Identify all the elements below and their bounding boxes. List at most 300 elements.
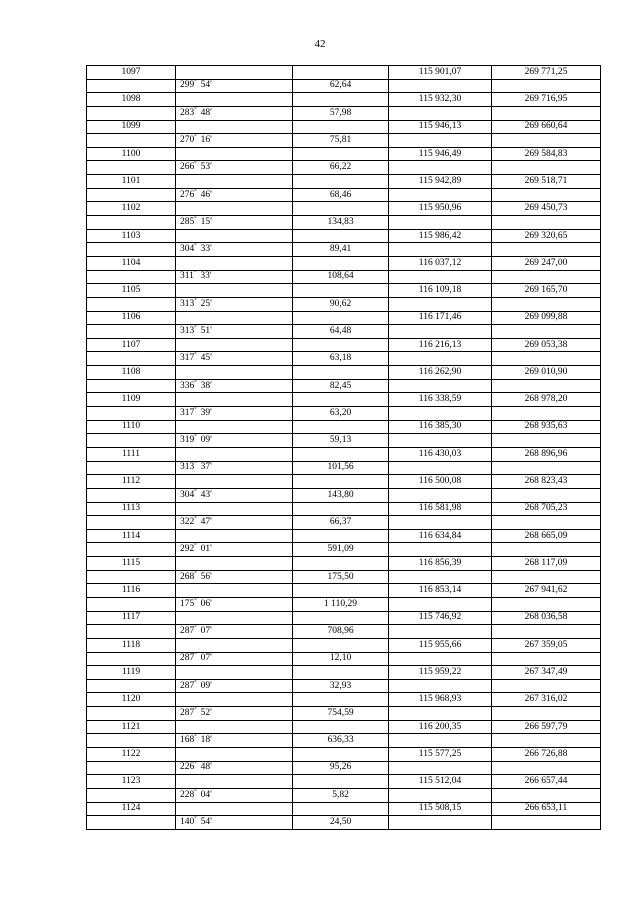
point-id: 1112 [87, 475, 176, 489]
empty-cell [492, 488, 601, 502]
coordinate-y: 267 941,62 [492, 584, 601, 598]
segment-length: 32,93 [293, 679, 389, 693]
angle-degrees: 322 [180, 516, 195, 527]
degree-symbol: ° [194, 734, 197, 741]
empty-cell [176, 584, 293, 598]
angle-degrees: 319 [180, 435, 195, 446]
empty-cell [87, 652, 176, 666]
angle-degrees: 228 [180, 789, 195, 800]
degree-symbol: ° [194, 788, 197, 795]
empty-cell [492, 516, 601, 530]
angle-minutes: 37' [200, 462, 212, 473]
coordinate-y: 269 518,71 [492, 175, 601, 189]
segment-length: 591,09 [293, 543, 389, 557]
angle-minutes: 33' [200, 244, 212, 255]
degree-symbol: ° [194, 815, 197, 822]
segment-row [87, 816, 601, 830]
direction-angle [176, 407, 293, 421]
segment-length: 12,10 [293, 652, 389, 666]
empty-cell [389, 352, 492, 366]
empty-cell [492, 106, 601, 120]
empty-cell [389, 488, 492, 502]
segment-row [87, 216, 601, 230]
empty-cell [87, 297, 176, 311]
degree-symbol: ° [194, 461, 197, 468]
angle-minutes: 56' [200, 571, 212, 582]
angle-degrees: 226 [180, 762, 195, 773]
empty-cell [492, 734, 601, 748]
empty-cell [492, 297, 601, 311]
segment-length: 62,64 [293, 79, 389, 93]
direction-angle [176, 188, 293, 202]
degree-symbol: ° [194, 624, 197, 631]
empty-cell [389, 707, 492, 721]
empty-cell [293, 338, 389, 352]
coordinate-x: 115 955,66 [389, 638, 492, 652]
degree-symbol: ° [194, 488, 197, 495]
empty-cell [176, 748, 293, 762]
empty-cell [492, 570, 601, 584]
degree-symbol: ° [194, 570, 197, 577]
degree-symbol: ° [194, 297, 197, 304]
coordinate-x: 115 901,07 [389, 66, 492, 80]
coordinate-x: 116 385,30 [389, 420, 492, 434]
degree-symbol: ° [194, 597, 197, 604]
angle-degrees: 140 [180, 817, 195, 828]
degree-symbol: ° [194, 215, 197, 222]
empty-cell [87, 761, 176, 775]
empty-cell [176, 529, 293, 543]
angle-minutes: 39' [200, 407, 212, 418]
point-row [87, 393, 601, 407]
point-id: 1118 [87, 638, 176, 652]
empty-cell [389, 625, 492, 639]
empty-cell [176, 775, 293, 789]
empty-cell [389, 216, 492, 230]
segment-length: 59,13 [293, 434, 389, 448]
empty-cell [492, 707, 601, 721]
empty-cell [87, 434, 176, 448]
angle-minutes: 15' [200, 216, 212, 227]
segment-row [87, 625, 601, 639]
segment-length: 63,18 [293, 352, 389, 366]
empty-cell [176, 175, 293, 189]
point-row [87, 366, 601, 380]
point-id: 1105 [87, 284, 176, 298]
segment-row [87, 734, 601, 748]
angle-degrees: 268 [180, 571, 195, 582]
angle-degrees: 168 [180, 735, 195, 746]
empty-cell [293, 120, 389, 134]
degree-symbol: ° [194, 543, 197, 550]
segment-row [87, 407, 601, 421]
segment-length: 754,59 [293, 707, 389, 721]
degree-symbol: ° [194, 706, 197, 713]
angle-minutes: 07' [200, 626, 212, 637]
segment-length: 64,48 [293, 325, 389, 339]
segment-length: 82,45 [293, 379, 389, 393]
empty-cell [176, 338, 293, 352]
empty-cell [389, 379, 492, 393]
empty-cell [87, 679, 176, 693]
angle-degrees: 313 [180, 462, 195, 473]
angle-minutes: 09' [200, 435, 212, 446]
angle-minutes: 48' [200, 762, 212, 773]
coordinate-y: 268 823,43 [492, 475, 601, 489]
segment-length: 175,50 [293, 570, 389, 584]
coordinate-y: 268 705,23 [492, 502, 601, 516]
empty-cell [176, 393, 293, 407]
direction-angle [176, 216, 293, 230]
empty-cell [176, 229, 293, 243]
empty-cell [176, 202, 293, 216]
coordinate-x: 115 950,96 [389, 202, 492, 216]
point-id: 1115 [87, 557, 176, 571]
direction-angle [176, 652, 293, 666]
point-row [87, 666, 601, 680]
coordinate-y: 268 978,20 [492, 393, 601, 407]
segment-row [87, 297, 601, 311]
empty-cell [293, 802, 389, 816]
empty-cell [492, 543, 601, 557]
segment-row [87, 134, 601, 148]
point-id: 1100 [87, 147, 176, 161]
segment-length: 95,26 [293, 761, 389, 775]
point-row [87, 529, 601, 543]
angle-minutes: 16' [200, 135, 212, 146]
point-row [87, 802, 601, 816]
coordinate-x: 116 262,90 [389, 366, 492, 380]
empty-cell [176, 502, 293, 516]
coordinate-y: 268 935,63 [492, 420, 601, 434]
coordinate-y: 268 896,96 [492, 447, 601, 461]
segment-row [87, 461, 601, 475]
empty-cell [492, 597, 601, 611]
angle-degrees: 285 [180, 216, 195, 227]
empty-cell [293, 366, 389, 380]
segment-length: 63,20 [293, 407, 389, 421]
point-row [87, 693, 601, 707]
empty-cell [87, 707, 176, 721]
empty-cell [87, 543, 176, 557]
direction-angle [176, 679, 293, 693]
angle-minutes: 33' [200, 271, 212, 282]
point-id: 1108 [87, 366, 176, 380]
segment-length: 57,98 [293, 106, 389, 120]
empty-cell [293, 748, 389, 762]
empty-cell [176, 284, 293, 298]
segment-row [87, 106, 601, 120]
segment-row [87, 597, 601, 611]
angle-degrees: 304 [180, 489, 195, 500]
empty-cell [492, 188, 601, 202]
degree-symbol: ° [194, 652, 197, 659]
empty-cell [176, 147, 293, 161]
segment-row [87, 188, 601, 202]
direction-angle [176, 161, 293, 175]
coordinates-table-body [87, 66, 601, 830]
segment-row [87, 761, 601, 775]
point-row [87, 420, 601, 434]
empty-cell [389, 188, 492, 202]
point-row [87, 447, 601, 461]
empty-cell [492, 461, 601, 475]
point-row [87, 611, 601, 625]
empty-cell [389, 461, 492, 475]
point-id: 1113 [87, 502, 176, 516]
point-row [87, 584, 601, 598]
empty-cell [293, 584, 389, 598]
coordinate-x: 116 037,12 [389, 256, 492, 270]
empty-cell [176, 256, 293, 270]
segment-row [87, 679, 601, 693]
point-row [87, 502, 601, 516]
coordinate-x: 115 577,25 [389, 748, 492, 762]
segment-length: 1 110,29 [293, 597, 389, 611]
coordinate-y: 269 053,38 [492, 338, 601, 352]
empty-cell [492, 679, 601, 693]
empty-cell [87, 625, 176, 639]
empty-cell [87, 597, 176, 611]
segment-row [87, 488, 601, 502]
segment-row [87, 325, 601, 339]
empty-cell [389, 816, 492, 830]
direction-angle [176, 270, 293, 284]
coordinate-y: 269 584,83 [492, 147, 601, 161]
degree-symbol: ° [194, 433, 197, 440]
angle-minutes: 09' [200, 680, 212, 691]
point-id: 1104 [87, 256, 176, 270]
degree-symbol: ° [194, 379, 197, 386]
direction-angle [176, 79, 293, 93]
coordinate-x: 116 856,39 [389, 557, 492, 571]
empty-cell [176, 638, 293, 652]
empty-cell [176, 366, 293, 380]
coordinate-x: 116 109,18 [389, 284, 492, 298]
empty-cell [389, 134, 492, 148]
segment-row [87, 516, 601, 530]
coordinate-x: 115 946,49 [389, 147, 492, 161]
empty-cell [492, 761, 601, 775]
direction-angle [176, 625, 293, 639]
coordinate-y: 266 726,88 [492, 748, 601, 762]
angle-degrees: 304 [180, 244, 195, 255]
coordinate-y: 269 660,64 [492, 120, 601, 134]
empty-cell [492, 379, 601, 393]
empty-cell [293, 611, 389, 625]
coordinate-y: 267 316,02 [492, 693, 601, 707]
angle-minutes: 46' [200, 189, 212, 200]
angle-minutes: 07' [200, 653, 212, 664]
coordinate-x: 115 959,22 [389, 666, 492, 680]
angle-minutes: 52' [200, 707, 212, 718]
empty-cell [293, 229, 389, 243]
coordinate-x: 116 171,46 [389, 311, 492, 325]
point-id: 1120 [87, 693, 176, 707]
empty-cell [389, 325, 492, 339]
segment-length: 101,56 [293, 461, 389, 475]
empty-cell [389, 407, 492, 421]
coordinate-y: 269 716,95 [492, 93, 601, 107]
coordinate-y: 269 099,88 [492, 311, 601, 325]
direction-angle [176, 352, 293, 366]
empty-cell [87, 270, 176, 284]
direction-angle [176, 543, 293, 557]
empty-cell [293, 93, 389, 107]
coordinate-y: 267 347,49 [492, 666, 601, 680]
empty-cell [492, 652, 601, 666]
direction-angle [176, 816, 293, 830]
coordinate-x: 115 932,30 [389, 93, 492, 107]
coordinate-y: 269 247,00 [492, 256, 601, 270]
coordinate-y: 269 771,25 [492, 66, 601, 80]
coordinate-y: 269 010,90 [492, 366, 601, 380]
coordinate-x: 116 500,08 [389, 475, 492, 489]
empty-cell [293, 475, 389, 489]
angle-minutes: 06' [200, 598, 212, 609]
point-row [87, 229, 601, 243]
angle-minutes: 54' [200, 80, 212, 91]
direction-angle [176, 707, 293, 721]
empty-cell [389, 297, 492, 311]
segment-row [87, 543, 601, 557]
empty-cell [176, 475, 293, 489]
angle-degrees: 287 [180, 680, 195, 691]
direction-angle [176, 788, 293, 802]
coordinate-x: 116 216,13 [389, 338, 492, 352]
coordinate-y: 266 657,44 [492, 775, 601, 789]
empty-cell [293, 775, 389, 789]
degree-symbol: ° [194, 761, 197, 768]
segment-row [87, 79, 601, 93]
empty-cell [293, 147, 389, 161]
angle-degrees: 317 [180, 407, 195, 418]
direction-angle [176, 434, 293, 448]
segment-row [87, 434, 601, 448]
degree-symbol: ° [193, 270, 197, 277]
empty-cell [176, 693, 293, 707]
empty-cell [176, 611, 293, 625]
segment-row [87, 652, 601, 666]
page-number: 42 [314, 38, 326, 50]
segment-row [87, 161, 601, 175]
point-row [87, 311, 601, 325]
degree-symbol: ° [194, 133, 197, 140]
point-id: 1101 [87, 175, 176, 189]
empty-cell [87, 516, 176, 530]
empty-cell [87, 488, 176, 502]
angle-degrees: 283 [180, 107, 195, 118]
point-row [87, 475, 601, 489]
empty-cell [492, 79, 601, 93]
degree-symbol: ° [194, 352, 197, 359]
empty-cell [293, 311, 389, 325]
empty-cell [87, 216, 176, 230]
empty-cell [176, 802, 293, 816]
angle-minutes: 01' [200, 544, 212, 555]
empty-cell [492, 161, 601, 175]
empty-cell [389, 652, 492, 666]
angle-degrees: 317 [180, 353, 195, 364]
point-id: 1116 [87, 584, 176, 598]
empty-cell [176, 120, 293, 134]
segment-length: 708,96 [293, 625, 389, 639]
coordinate-y: 269 165,70 [492, 284, 601, 298]
coordinate-x: 115 512,04 [389, 775, 492, 789]
angle-degrees: 313 [180, 325, 195, 336]
point-row [87, 66, 601, 80]
coordinate-y: 268 036,58 [492, 611, 601, 625]
angle-degrees: 287 [180, 653, 195, 664]
point-row [87, 338, 601, 352]
empty-cell [87, 134, 176, 148]
coordinate-x: 115 968,93 [389, 693, 492, 707]
segment-length: 75,81 [293, 134, 389, 148]
coordinate-x: 116 338,59 [389, 393, 492, 407]
coordinates-table [86, 65, 601, 830]
empty-cell [293, 638, 389, 652]
empty-cell [389, 679, 492, 693]
degree-symbol: ° [194, 406, 197, 413]
empty-cell [492, 352, 601, 366]
empty-cell [293, 175, 389, 189]
direction-angle [176, 325, 293, 339]
coordinate-x: 115 942,89 [389, 175, 492, 189]
empty-cell [389, 243, 492, 257]
segment-row [87, 570, 601, 584]
point-id: 1099 [87, 120, 176, 134]
empty-cell [389, 570, 492, 584]
angle-minutes: 38' [200, 380, 212, 391]
point-id: 1121 [87, 720, 176, 734]
point-row [87, 202, 601, 216]
empty-cell [87, 188, 176, 202]
empty-cell [293, 66, 389, 80]
point-row [87, 175, 601, 189]
segment-length: 108,64 [293, 270, 389, 284]
coordinate-y: 268 665,09 [492, 529, 601, 543]
angle-minutes: 48' [200, 107, 212, 118]
point-row [87, 120, 601, 134]
empty-cell [87, 788, 176, 802]
empty-cell [293, 557, 389, 571]
coordinate-x: 115 986,42 [389, 229, 492, 243]
empty-cell [293, 447, 389, 461]
empty-cell [87, 161, 176, 175]
angle-minutes: 43' [200, 489, 212, 500]
empty-cell [293, 720, 389, 734]
empty-cell [176, 666, 293, 680]
point-row [87, 147, 601, 161]
empty-cell [87, 352, 176, 366]
angle-degrees: 266 [180, 162, 195, 173]
point-id: 1109 [87, 393, 176, 407]
empty-cell [389, 106, 492, 120]
direction-angle [176, 734, 293, 748]
angle-minutes: 04' [200, 789, 212, 800]
point-id: 1098 [87, 93, 176, 107]
empty-cell [87, 379, 176, 393]
empty-cell [492, 243, 601, 257]
direction-angle [176, 761, 293, 775]
point-row [87, 775, 601, 789]
empty-cell [176, 311, 293, 325]
coordinate-y: 266 597,79 [492, 720, 601, 734]
empty-cell [293, 666, 389, 680]
point-id: 1110 [87, 420, 176, 434]
coordinate-x: 116 430,03 [389, 447, 492, 461]
point-id: 1117 [87, 611, 176, 625]
